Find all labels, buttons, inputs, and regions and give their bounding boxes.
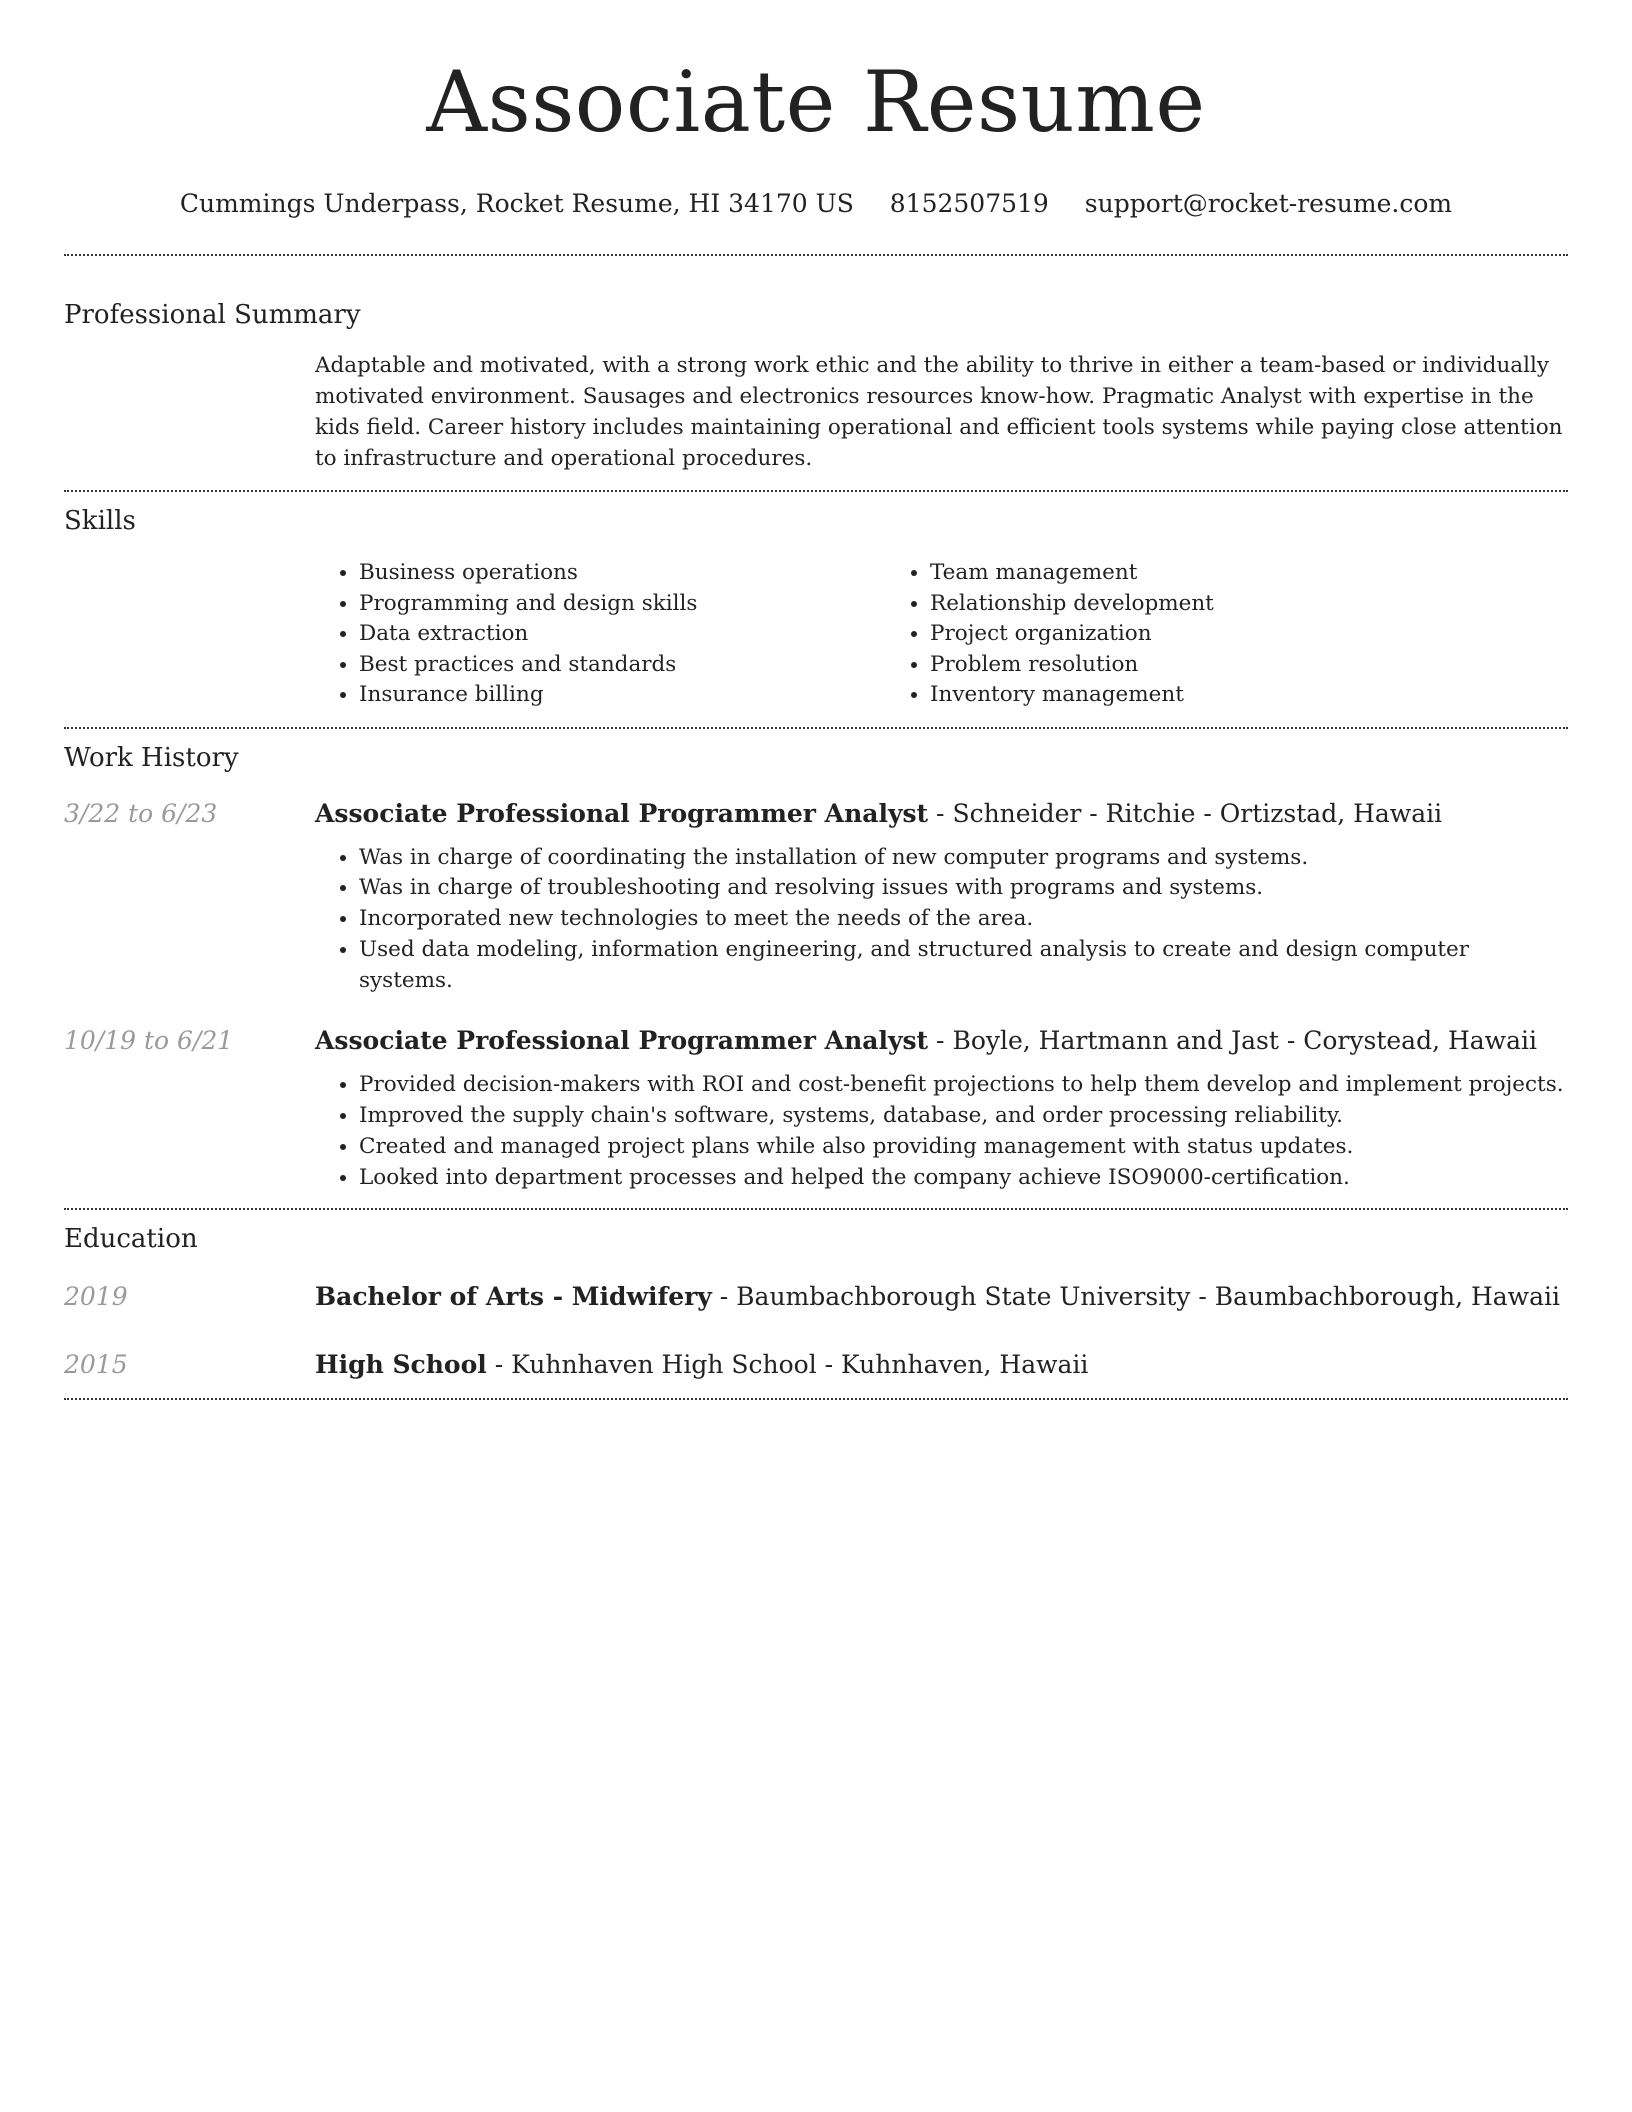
job-date: 10/19 to 6/21 — [64, 1026, 234, 1056]
skill-item: • Project organization — [930, 619, 1457, 650]
contact-line — [64, 188, 1568, 220]
education-entry — [64, 1348, 1568, 1382]
contact-email[interactable]: support@rocket-resume.com — [1084, 189, 1453, 218]
skills-list-right — [886, 558, 1457, 711]
education-details: - Baumbachborough State University - Baumbachborough, Hawaii — [711, 1281, 1560, 1311]
divider — [64, 1208, 1568, 1210]
job-bullet: • Improved the supply chain's software, systems, database, and order processing reliability. — [359, 1101, 1568, 1132]
divider — [64, 490, 1568, 492]
skills-grid — [315, 558, 1568, 711]
job-bullet: • Provided decision-makers with ROI and cost-benefit projections to help them develop and implement projects. — [359, 1070, 1568, 1101]
education-entry — [64, 1280, 1568, 1314]
section-title-work: Work History — [64, 742, 239, 773]
job-entry — [64, 1024, 1568, 1193]
job-role: Associate Professional Programmer Analyst — [315, 798, 929, 828]
divider — [64, 1398, 1568, 1400]
education-degree: High School — [315, 1349, 487, 1379]
skills-list-left — [315, 558, 886, 711]
job-bullet: • Created and managed project plans while also providing management with status updates. — [359, 1132, 1568, 1163]
education-text — [315, 1348, 1568, 1382]
job-bullet: • Used data modeling, information engineering, and structured analysis to create and design computer systems. — [359, 935, 1568, 997]
skill-item: • Problem resolution — [930, 650, 1457, 681]
job-details: - Boyle, Hartmann and Jast - Corystead, Hawaii — [928, 1026, 1537, 1056]
divider — [64, 254, 1568, 256]
section-title-skills: Skills — [64, 506, 136, 536]
job-heading — [315, 1024, 1568, 1058]
contact-address: Cummings Underpass, Rocket Resume, HI 34170 US — [179, 189, 854, 218]
skill-item: • Business operations — [359, 558, 886, 589]
skill-item: • Team management — [930, 558, 1457, 589]
skill-item: • Insurance billing — [359, 680, 886, 711]
skill-item: • Inventory management — [930, 680, 1457, 711]
job-bullets — [315, 843, 1568, 997]
education-degree: Bachelor of Arts - Midwifery — [315, 1281, 712, 1311]
skill-item: • Relationship development — [930, 589, 1457, 620]
resume-name: Associate Resume — [426, 53, 1206, 151]
divider — [64, 727, 1568, 729]
skill-item: • Data extraction — [359, 619, 886, 650]
skill-item: • Best practices and standards — [359, 650, 886, 681]
job-bullet: • Was in charge of troubleshooting and resolving issues with programs and systems. — [359, 873, 1568, 904]
job-details: - Schneider - Ritchie - Ortizstad, Hawaii — [928, 798, 1443, 828]
section-title-summary: Professional Summary — [64, 300, 361, 330]
section-title-education: Education — [64, 1223, 198, 1254]
job-bullet: • Incorporated new technologies to meet the needs of the area. — [359, 904, 1568, 935]
job-bullet: • Was in charge of coordinating the installation of new computer programs and systems. — [359, 843, 1568, 874]
education-details: - Kuhnhaven High School - Kuhnhaven, Hawaii — [486, 1349, 1089, 1379]
job-bullet: • Looked into department processes and helped the company achieve ISO9000-certification. — [359, 1163, 1568, 1194]
job-role: Associate Professional Programmer Analyst — [315, 1026, 929, 1056]
job-body — [315, 797, 1568, 997]
contact-phone: 8152507519 — [889, 189, 1049, 218]
job-body — [315, 1024, 1568, 1193]
skill-item: • Programming and design skills — [359, 589, 886, 620]
education-year: 2015 — [64, 1349, 128, 1379]
summary-text: Adaptable and motivated, with a strong work ethic and the ability to thrive in either a team-based or individually motivated environment. Sausages and electronics resources know-how. Pragmatic Analyst with expertise in the kids field. Career history includes maintaining operational and efficient tools systems while paying close attention to infrastructure and operational procedures. — [315, 353, 1563, 471]
job-entry — [64, 797, 1568, 997]
education-year: 2019 — [64, 1281, 128, 1311]
job-bullets — [315, 1070, 1568, 1193]
job-date: 3/22 to 6/23 — [64, 798, 218, 828]
job-heading — [315, 797, 1568, 831]
education-text — [315, 1280, 1568, 1314]
